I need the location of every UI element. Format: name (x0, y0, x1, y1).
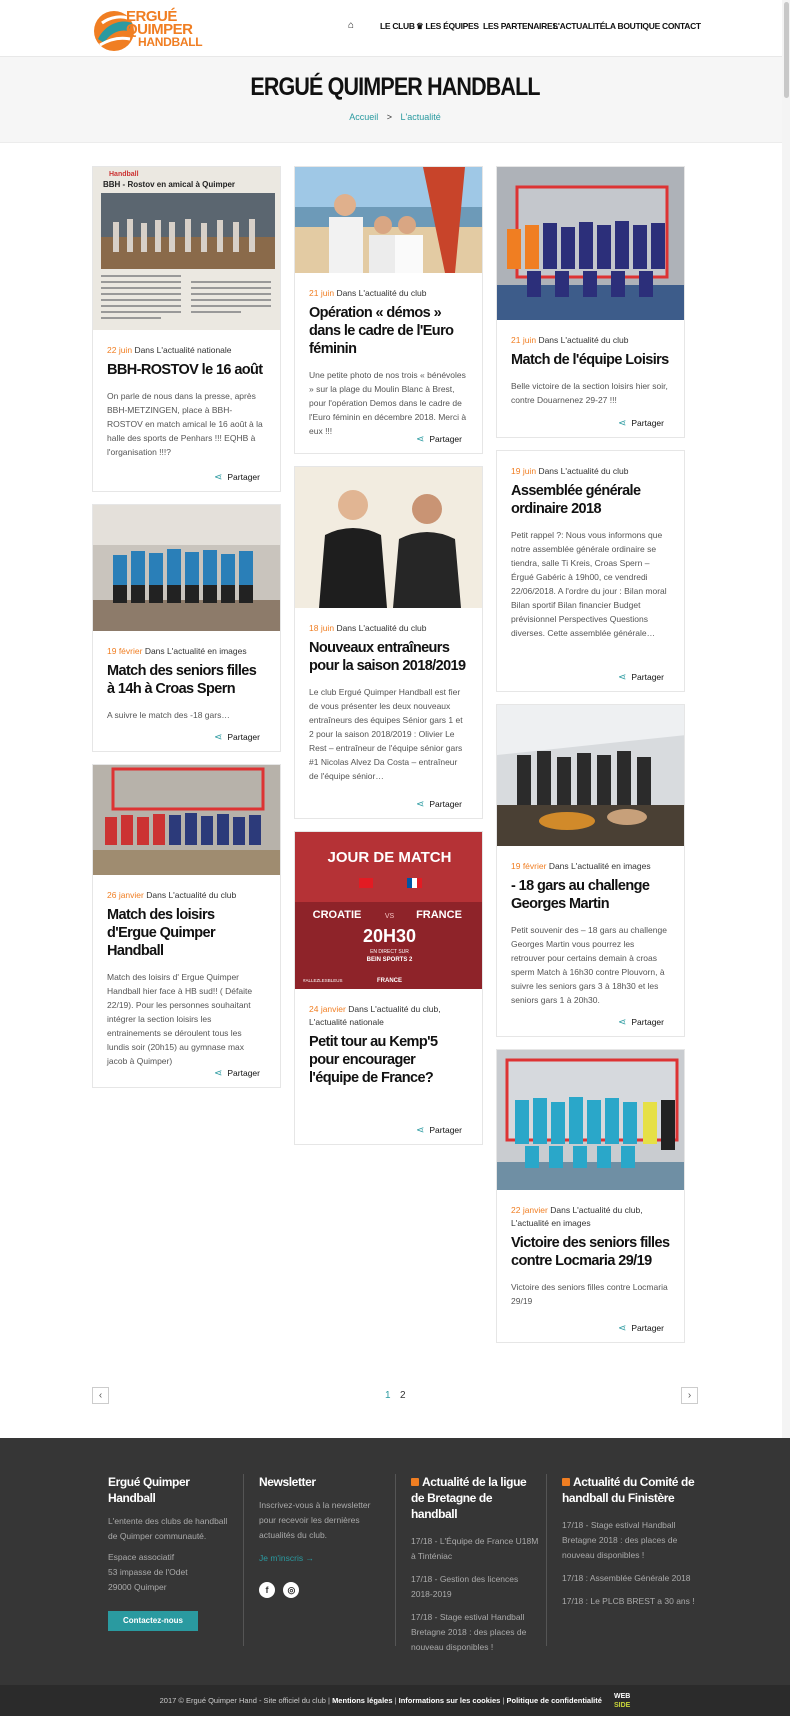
breadcrumb-home[interactable]: Accueil (349, 112, 379, 122)
post-excerpt: Belle victoire de la section loisirs hier soir, contre Douarnenez 29-27 !!! (511, 381, 668, 405)
post-date[interactable]: 22 janvier (511, 1205, 548, 1215)
post-in: Dans (336, 623, 357, 633)
share-icon: ⋖ (214, 1068, 223, 1079)
post-in: Dans (538, 335, 559, 345)
post-image-seniors-locmaria[interactable] (497, 1050, 684, 1190)
share-label: Partager (429, 1125, 462, 1135)
post-date[interactable]: 18 juin (309, 623, 335, 633)
footer-address (108, 1550, 238, 1595)
nav-boutique[interactable]: LA BOUTIQUE (605, 21, 660, 31)
address-line-2: 53 impasse de l'Odet (108, 1567, 188, 1577)
post-card[interactable] (294, 166, 483, 454)
share-label: Partager (429, 434, 462, 444)
post-date[interactable]: 19 février (107, 646, 143, 656)
page-2[interactable]: 2 (400, 1390, 406, 1401)
post-meta (93, 330, 280, 357)
newsletter-text: Inscrivez-vous à la newsletter pour recevoir les dernières actualités du club. (259, 1500, 371, 1540)
post-in: Dans (336, 288, 357, 298)
post-category[interactable]: L'actualité du club (560, 466, 629, 476)
post-date[interactable]: 19 février (511, 861, 547, 871)
poster-team1: CROATIE (312, 909, 362, 921)
post-card[interactable] (496, 1049, 685, 1343)
poster-time: 20H30 (362, 926, 417, 946)
post-in: Dans (146, 890, 167, 900)
share-icon: ⋖ (618, 672, 627, 683)
share-icon: ⋖ (416, 1125, 425, 1136)
footer-about-text: L'entente des clubs de handball de Quimper communauté. (108, 1516, 228, 1541)
share-label: Partager (631, 672, 664, 682)
poster-title: JOUR DE MATCH (327, 849, 452, 866)
press-headline: BBH - Rostov en amical à Quimper (103, 180, 236, 189)
share-label: Partager (631, 1323, 664, 1333)
post-in: Dans (134, 345, 155, 355)
post-category[interactable]: L'actualité nationale (156, 345, 232, 355)
post-in: Dans (550, 1205, 571, 1215)
footer-newsletter (259, 1474, 384, 1598)
copyright-text: 2017 © Ergué Quimper Hand - Site officiel du club | (159, 1696, 330, 1705)
post-meta (93, 631, 280, 658)
share-button[interactable] (214, 1068, 260, 1079)
separator: | (502, 1696, 505, 1705)
post-title[interactable]: Match de l'équipe Loisirs (511, 352, 669, 368)
nav-les-equipes[interactable] (416, 22, 479, 31)
poster-channel: BEIN SPORTS 2 (366, 957, 413, 963)
share-icon: ⋖ (618, 1323, 627, 1334)
next-page-button[interactable]: › (681, 1387, 698, 1404)
share-label: Partager (631, 418, 664, 428)
page-1[interactable]: 1 (385, 1390, 391, 1401)
post-meta (497, 451, 684, 478)
share-button[interactable] (214, 732, 260, 743)
post-date[interactable]: 21 juin (511, 335, 537, 345)
ligue-news-title (411, 1474, 539, 1522)
breadcrumb-separator: > (386, 112, 393, 122)
post-date[interactable]: 26 janvier (107, 890, 144, 900)
post-card[interactable] (294, 466, 483, 819)
post-in: Dans (348, 1004, 369, 1014)
comite-news-item[interactable]: 17/18 : Assemblée Générale 2018 (562, 1573, 691, 1583)
logo-line-1: ERGUÉ (126, 8, 177, 25)
post-in: Dans (144, 646, 165, 656)
footer-ligue-news (411, 1474, 539, 1655)
poster-brand: FRANCE (377, 978, 402, 984)
trophy-icon: ♛ (416, 21, 426, 31)
nav-partenaires[interactable]: LES PARTENAIRES (483, 21, 558, 31)
post-excerpt: Match des loisirs d' Ergue Quimper Handball hier face à HB sud!! ( Défaite 22/19). Pour les personnes souhaitant intégrer la section loisirs les entrainements se déroulent tous les lundis soir (20h15) au gymnase max jacob à Quimper) (107, 972, 253, 1066)
privacy-link[interactable]: Politique de confidentialité (506, 1696, 602, 1705)
post-excerpt: A suivre le match des -18 gars… (107, 710, 230, 720)
rss-icon (562, 1478, 570, 1486)
footer-divider (395, 1474, 396, 1646)
share-button[interactable] (416, 434, 462, 445)
press-kicker: Handball (109, 171, 139, 178)
home-icon[interactable]: ⌂ (348, 20, 354, 31)
post-title[interactable]: Opération « démos » dans le cadre de l'Euro féminin (309, 305, 454, 357)
post-card[interactable] (92, 764, 281, 1088)
prev-page-button[interactable]: ‹ (92, 1387, 109, 1404)
post-in: Dans (538, 466, 559, 476)
post-excerpt: Petit souvenir des – 18 gars au challenge Georges Martin vous pourrez les retrouver pour certains demain à croas sperm Match à 16h30 contre Plouvorn, à suivre les seniors gars 3 à 18h30 et les seniors gars 1 à 20h30. (511, 925, 667, 1005)
share-label: Partager (227, 732, 260, 742)
page-title: ERGUÉ QUIMPER HANDBALL (250, 73, 540, 101)
post-image-match-poster[interactable] (295, 832, 482, 989)
post-category[interactable]: L'actualité du club, L'actualité nationale (309, 1004, 441, 1027)
comite-news-title-text: Actualité du Comité de handball du Finistère (562, 1475, 695, 1505)
share-label: Partager (227, 1068, 260, 1078)
social-links (259, 1580, 384, 1598)
rss-icon (411, 1478, 419, 1486)
poster-tag: #ALLEZLESBLEUS (303, 978, 343, 983)
share-button[interactable] (618, 672, 664, 683)
post-title[interactable]: Assemblée générale ordinaire 2018 (511, 483, 641, 517)
ligue-news-item[interactable]: 17/18 - L'Équipe de France U18M à Tinténiac (411, 1536, 539, 1561)
post-excerpt: Une petite photo de nos trois « bénévoles » sur la plage du Moulin Blanc à Brest, pour l'opération Demos dans le cadre de l'Euro féminin en décembre 2018. Merci à eux !!! (309, 370, 467, 436)
post-title[interactable]: Nouveaux entraîneurs pour la saison 2018/2019 (309, 640, 466, 674)
post-meta (497, 846, 684, 873)
page-hero (0, 57, 790, 143)
post-excerpt: On parle de nous dans la presse, après BBH-METZINGEN, place à BBH-ROSTOV en match amical le 16 août à la halle des sports de Penhars !!! EQHB à l'organisation !!!? (107, 391, 263, 457)
nav-actualite[interactable]: L'ACTUALITÉ (553, 21, 606, 31)
scrollbar-thumb[interactable] (784, 2, 789, 98)
site-footer (0, 1438, 790, 1685)
separator: | (394, 1696, 397, 1705)
post-card[interactable] (294, 831, 483, 1145)
webside-badge[interactable] (614, 1692, 630, 1710)
post-meta (295, 608, 482, 635)
post-category[interactable]: L'actualité en images (571, 861, 651, 871)
nav-le-club[interactable]: LE CLUB (380, 21, 415, 31)
post-meta (497, 1190, 684, 1230)
share-icon: ⋖ (214, 732, 223, 743)
post-image-loisirs-match[interactable] (497, 167, 684, 320)
pagination (92, 1387, 698, 1407)
ligue-news-item[interactable]: 17/18 - Stage estival Handball Bretagne 2018 : des places de nouveau disponibles ! (411, 1612, 527, 1652)
post-image-challenge[interactable] (497, 705, 684, 846)
address-line-3: 29000 Quimper (108, 1582, 167, 1592)
nav-contact[interactable]: CONTACT (662, 21, 701, 31)
post-title[interactable]: Victoire des seniors filles contre Locmaria 29/19 (511, 1235, 670, 1269)
instagram-icon[interactable]: ◎ (283, 1582, 299, 1598)
share-icon: ⋖ (416, 434, 425, 445)
share-button[interactable] (618, 418, 664, 429)
post-category[interactable]: L'actualité du club (358, 288, 427, 298)
post-card[interactable] (92, 166, 281, 492)
share-icon: ⋖ (214, 472, 223, 483)
share-button[interactable] (214, 472, 260, 483)
newsletter-title: Newsletter (259, 1475, 316, 1489)
footer-divider (546, 1474, 547, 1646)
share-label: Partager (429, 799, 462, 809)
post-category[interactable]: L'actualité en images (167, 646, 247, 656)
footer-about (108, 1474, 238, 1631)
share-button[interactable] (416, 799, 462, 810)
share-button[interactable] (416, 1125, 462, 1136)
contact-button[interactable]: Contactez-nous (108, 1611, 198, 1631)
post-category[interactable]: L'actualité du club (560, 335, 629, 345)
logo-line-2: QUIMPER (126, 21, 193, 38)
post-meta (93, 875, 280, 902)
post-excerpt: Petit rappel ?: Nous vous informons que notre assemblée générale ordinaire se tiendra, salle Ti Kreis, Croas Spern – Érgué Gabéric à 19h00, ce vendredi 22/06/2018. A l'ordre du jour : Bilan moral Bilan sportif Bilan financier Budget prévisionnel Perspectives Questions diverses. Cette assemblée générale… (511, 530, 667, 638)
badge-web: WEB (614, 1693, 631, 1701)
share-label: Partager (631, 1017, 664, 1027)
post-card[interactable] (496, 166, 685, 438)
comite-news-item[interactable]: 17/18 : Le PLCB BREST a 30 ans ! (562, 1596, 695, 1606)
share-button[interactable] (618, 1017, 664, 1028)
post-title[interactable]: Petit tour au Kemp'5 pour encourager l'équipe de France? (309, 1034, 438, 1086)
badge-side: SIDE (614, 1702, 631, 1710)
post-category[interactable]: L'actualité du club, L'actualité en images (511, 1205, 643, 1228)
share-button[interactable] (618, 1323, 664, 1334)
post-meta (295, 273, 482, 300)
post-title[interactable]: - 18 gars au challenge Georges Martin (511, 878, 650, 912)
post-image-beach[interactable] (295, 167, 482, 273)
post-image-press[interactable] (93, 167, 280, 330)
post-title[interactable]: BBH-ROSTOV le 16 août (107, 362, 263, 378)
comite-news-item[interactable]: 17/18 - Stage estival Handball Bretagne 2018 : des places de nouveau disponibles ! (562, 1520, 678, 1560)
post-card[interactable] (92, 504, 281, 752)
post-title[interactable]: Match des seniors filles à 14h à Croas Spern (107, 663, 257, 697)
poster-team2: FRANCE (416, 909, 462, 921)
newsletter-link[interactable]: Je m'inscris → (259, 1553, 314, 1563)
footer-divider (243, 1474, 244, 1646)
post-image-seniors-filles[interactable] (93, 505, 280, 631)
comite-news-title (562, 1474, 702, 1506)
ligue-news-title-text: Actualité de la ligue de Bretagne de handball (411, 1475, 527, 1521)
poster-vs: VS (384, 913, 395, 920)
poster-broadcast: EN DIRECT SUR (370, 949, 409, 955)
share-label: Partager (227, 472, 260, 482)
post-meta (295, 989, 482, 1029)
post-in: Dans (548, 861, 569, 871)
post-date[interactable]: 21 juin (309, 288, 335, 298)
site-logo[interactable] (92, 7, 204, 53)
footer-about-title: Ergué Quimper Handball (108, 1475, 190, 1505)
site-header (0, 0, 790, 57)
post-meta (497, 320, 684, 347)
post-excerpt: Le club Ergué Quimper Handball est fier de vous présenter les deux nouveaux entraîneurs des équipes Sénior gars 1 et 2 pour la saison 2018/2019 : Olivier Le Rest – entraîneur de l'équipe sénior gars #1 Nicolas Alvez Da Costa – entraîneur de l'équipe sénior… (309, 687, 463, 781)
address-line-1: Espace associatif (108, 1552, 175, 1562)
post-category[interactable]: L'actualité du club (168, 890, 237, 900)
post-date[interactable]: 22 juin (107, 345, 133, 355)
logo-line-3: HANDBALL (138, 35, 203, 49)
post-title[interactable]: Match des loisirs d'Ergue Quimper Handball (107, 907, 216, 959)
post-date[interactable]: 24 janvier (309, 1004, 346, 1014)
post-card[interactable] (496, 704, 685, 1037)
post-category[interactable]: L'actualité du club (358, 623, 427, 633)
ligue-news-item[interactable]: 17/18 - Gestion des licences 2018-2019 (411, 1574, 519, 1599)
cookies-link[interactable]: Informations sur les cookies (398, 1696, 501, 1705)
nav-les-equipes-label: LES ÉQUIPES (425, 21, 479, 31)
post-excerpt: Victoire des seniors filles contre Locmaria 29/19 (511, 1282, 668, 1306)
breadcrumb (0, 112, 790, 122)
post-card[interactable] (496, 450, 685, 692)
footer-comite-news (562, 1474, 702, 1609)
share-icon: ⋖ (618, 418, 627, 429)
share-icon: ⋖ (416, 799, 425, 810)
post-image-coaches[interactable] (295, 467, 482, 608)
copyright-bar (0, 1685, 790, 1716)
legal-link[interactable]: Mentions légales (332, 1696, 393, 1705)
post-image-loisirs-team[interactable] (93, 765, 280, 875)
share-icon: ⋖ (618, 1017, 627, 1028)
breadcrumb-current: L'actualité (400, 112, 441, 122)
post-date[interactable]: 19 juin (511, 466, 537, 476)
facebook-icon[interactable]: f (259, 1582, 275, 1598)
